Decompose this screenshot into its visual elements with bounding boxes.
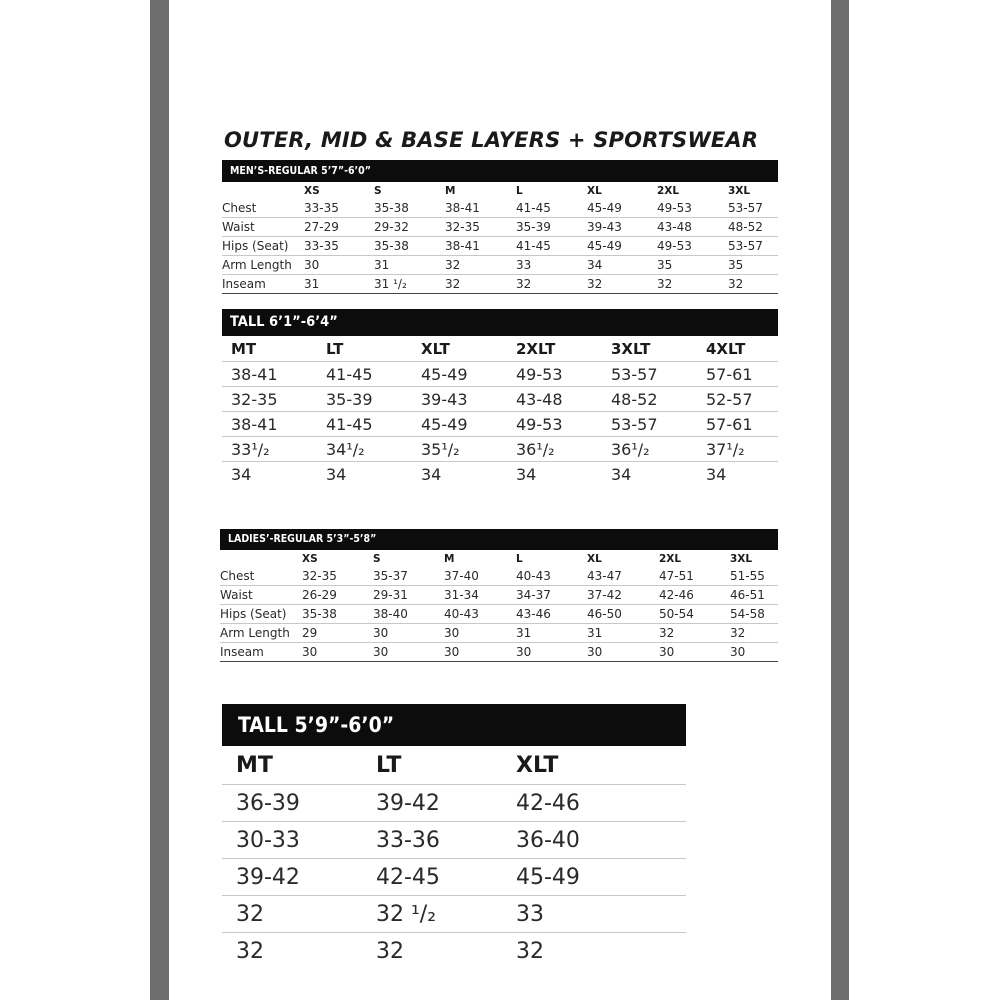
size-cell: 38-41 bbox=[222, 362, 317, 387]
size-cell: 32 bbox=[236, 938, 264, 964]
ladies-regular-size-2xl: 2XL bbox=[659, 552, 682, 565]
size-cell: 35-39 bbox=[516, 218, 587, 237]
size-cell: 29-32 bbox=[374, 218, 445, 237]
size-cell: 39-43 bbox=[587, 218, 657, 237]
measurement-label: Waist bbox=[220, 586, 302, 605]
ladies-regular-size-xl: XL bbox=[587, 552, 602, 565]
size-cell: 32-35 bbox=[222, 387, 317, 412]
size-cell: 32 bbox=[376, 938, 404, 964]
size-cell: 30 bbox=[373, 643, 444, 662]
mens-regular-header-bar: MEN’S-REGULAR 5’7”-6’0” bbox=[222, 160, 778, 182]
measurement-label: Arm Length bbox=[222, 256, 304, 275]
size-cell: 32 bbox=[445, 275, 516, 294]
size-cell: 30 bbox=[444, 624, 516, 643]
size-cell: 35 bbox=[657, 256, 728, 275]
size-cell: 32 bbox=[587, 275, 657, 294]
table-row bbox=[220, 643, 778, 662]
size-cell: 43-46 bbox=[516, 605, 587, 624]
size-cell: 39-42 bbox=[222, 859, 362, 896]
size-cell: 32 bbox=[657, 275, 728, 294]
ladies-regular-size-s: S bbox=[373, 552, 381, 565]
size-cell: 38-41 bbox=[222, 412, 317, 437]
measurement-label: Inseam bbox=[220, 643, 302, 662]
size-cell: 30 bbox=[659, 643, 730, 662]
size-cell: 54-58 bbox=[730, 605, 778, 624]
size-cell: 45-49 bbox=[412, 412, 507, 437]
mens-tall-size-row bbox=[222, 336, 778, 362]
size-cell: 49-53 bbox=[507, 362, 602, 387]
size-cell: 40-43 bbox=[444, 605, 516, 624]
ladies-regular-table bbox=[220, 550, 778, 662]
size-cell: 53-57 bbox=[728, 199, 778, 218]
mens-regular-size-table bbox=[222, 160, 778, 294]
size-cell: 43-47 bbox=[587, 567, 659, 586]
size-cell: 33 bbox=[516, 256, 587, 275]
size-cell: 31 bbox=[516, 624, 587, 643]
ladies-tall-header-bar: TALL 5’9”-6’0” bbox=[222, 704, 686, 746]
ladies-tall-size-table bbox=[222, 704, 686, 969]
size-cell: 31-34 bbox=[444, 586, 516, 605]
size-cell: 30 bbox=[304, 256, 374, 275]
size-cell: 35-38 bbox=[374, 237, 445, 256]
table-row bbox=[220, 567, 778, 586]
size-cell: 38-41 bbox=[445, 199, 516, 218]
size-cell: 34 bbox=[706, 464, 727, 484]
size-cell: 53-57 bbox=[728, 237, 778, 256]
size-cell: 35¹/₂ bbox=[412, 437, 507, 462]
size-cell: 30 bbox=[302, 643, 373, 662]
table-row bbox=[222, 362, 778, 387]
table-row bbox=[222, 199, 778, 218]
mens-tall-size-3xlt: 3XLT bbox=[602, 336, 697, 362]
size-cell: 57-61 bbox=[697, 412, 778, 437]
size-cell: 41-45 bbox=[317, 362, 412, 387]
size-cell: 49-53 bbox=[507, 412, 602, 437]
table-row bbox=[222, 387, 778, 412]
size-cell: 34-37 bbox=[516, 586, 587, 605]
ladies-regular-size-xs: XS bbox=[302, 552, 318, 565]
ladies-tall-size-mt: MT bbox=[222, 746, 362, 785]
size-cell: 32 bbox=[728, 275, 778, 294]
size-cell: 42-46 bbox=[502, 785, 686, 822]
size-cell: 31 ¹/₂ bbox=[374, 275, 445, 294]
size-cell: 39-43 bbox=[412, 387, 507, 412]
mens-tall-size-2xlt: 2XLT bbox=[507, 336, 602, 362]
table-row bbox=[222, 896, 686, 933]
size-cell: 33¹/₂ bbox=[222, 437, 317, 462]
table-row bbox=[222, 256, 778, 275]
size-cell: 34 bbox=[611, 464, 632, 484]
page-title: OUTER, MID & BASE LAYERS + SPORTSWEAR bbox=[224, 128, 759, 152]
size-cell: 30 bbox=[730, 643, 778, 662]
measurement-label: Chest bbox=[222, 199, 304, 218]
size-cell: 46-51 bbox=[730, 586, 778, 605]
size-cell: 37-40 bbox=[444, 567, 516, 586]
size-cell: 29-31 bbox=[373, 586, 444, 605]
size-cell: 34 bbox=[326, 464, 347, 484]
size-cell: 47-51 bbox=[659, 567, 730, 586]
size-cell: 34 bbox=[516, 464, 537, 484]
size-cell: 30 bbox=[516, 643, 587, 662]
ladies-regular-size-table bbox=[220, 529, 778, 662]
ladies-regular-size-l: L bbox=[516, 552, 523, 565]
size-cell: 41-45 bbox=[317, 412, 412, 437]
size-cell: 36¹/₂ bbox=[507, 437, 602, 462]
size-cell: 53-57 bbox=[602, 412, 697, 437]
size-cell: 38-40 bbox=[373, 605, 444, 624]
size-cell: 31 bbox=[374, 256, 445, 275]
size-cell: 35-37 bbox=[373, 567, 444, 586]
table-row bbox=[222, 859, 686, 896]
size-cell: 32 bbox=[445, 256, 516, 275]
mens-regular-size-3xl: 3XL bbox=[728, 184, 751, 197]
table-row bbox=[222, 218, 778, 237]
ladies-regular-header-bar: LADIES’-REGULAR 5’3”-5’8” bbox=[220, 529, 778, 550]
size-cell: 38-41 bbox=[445, 237, 516, 256]
size-cell: 34¹/₂ bbox=[317, 437, 412, 462]
mens-tall-size-xlt: XLT bbox=[412, 336, 507, 362]
size-cell: 30 bbox=[587, 643, 659, 662]
size-cell: 43-48 bbox=[507, 387, 602, 412]
size-cell: 30 bbox=[444, 643, 516, 662]
table-row bbox=[222, 237, 778, 256]
ladies-regular-size-3xl: 3XL bbox=[730, 552, 753, 565]
size-cell: 49-53 bbox=[657, 199, 728, 218]
mens-regular-corner-cell bbox=[222, 182, 304, 199]
size-cell: 30 bbox=[373, 624, 444, 643]
size-cell: 36-40 bbox=[502, 822, 686, 859]
size-cell: 53-57 bbox=[602, 362, 697, 387]
size-cell: 32 bbox=[659, 624, 730, 643]
mens-tall-size-table bbox=[222, 309, 778, 486]
size-cell: 45-49 bbox=[502, 859, 686, 896]
mens-regular-size-xs: XS bbox=[304, 184, 320, 197]
table-row bbox=[222, 933, 686, 970]
size-cell: 33-35 bbox=[304, 199, 374, 218]
ladies-regular-size-m: M bbox=[444, 552, 455, 565]
size-cell: 51-55 bbox=[730, 567, 778, 586]
size-cell: 42-46 bbox=[659, 586, 730, 605]
size-cell: 26-29 bbox=[302, 586, 373, 605]
measurement-label: Hips (Seat) bbox=[222, 237, 304, 256]
size-cell: 34 bbox=[587, 256, 657, 275]
size-cell: 41-45 bbox=[516, 237, 587, 256]
size-cell: 32-35 bbox=[302, 567, 373, 586]
size-cell: 39-42 bbox=[362, 785, 502, 822]
size-cell: 37-42 bbox=[587, 586, 659, 605]
mens-regular-size-m: M bbox=[445, 184, 456, 197]
size-cell: 57-61 bbox=[697, 362, 778, 387]
table-row bbox=[220, 586, 778, 605]
size-cell: 29 bbox=[302, 624, 373, 643]
table-row bbox=[222, 412, 778, 437]
table-row bbox=[222, 785, 686, 822]
table-row bbox=[222, 462, 778, 487]
size-cell: 49-53 bbox=[657, 237, 728, 256]
size-cell: 35-38 bbox=[374, 199, 445, 218]
size-cell: 33 bbox=[502, 896, 686, 933]
size-cell: 36-39 bbox=[222, 785, 362, 822]
measurement-label: Inseam bbox=[222, 275, 304, 294]
ladies-tall-size-lt: LT bbox=[362, 746, 502, 785]
size-cell: 31 bbox=[587, 624, 659, 643]
size-cell: 45-49 bbox=[412, 362, 507, 387]
size-cell: 30-33 bbox=[222, 822, 362, 859]
mens-tall-table bbox=[222, 336, 778, 486]
mens-tall-size-4xlt: 4XLT bbox=[697, 336, 778, 362]
size-cell: 32 ¹/₂ bbox=[362, 896, 502, 933]
measurement-label: Hips (Seat) bbox=[220, 605, 302, 624]
size-cell: 32 bbox=[516, 938, 544, 964]
mens-regular-table bbox=[222, 182, 778, 294]
mens-regular-size-l: L bbox=[516, 184, 523, 197]
ladies-tall-size-xlt: XLT bbox=[502, 746, 686, 785]
size-cell: 34 bbox=[231, 464, 252, 484]
measurement-label: Arm Length bbox=[220, 624, 302, 643]
size-cell: 42-45 bbox=[362, 859, 502, 896]
measurement-label: Waist bbox=[222, 218, 304, 237]
mens-regular-size-xl: XL bbox=[587, 184, 602, 197]
table-row bbox=[222, 275, 778, 294]
size-cell: 37¹/₂ bbox=[697, 437, 778, 462]
table-row bbox=[222, 437, 778, 462]
table-row bbox=[220, 624, 778, 643]
table-row bbox=[220, 605, 778, 624]
ladies-regular-corner-cell bbox=[220, 550, 302, 567]
size-cell: 43-48 bbox=[657, 218, 728, 237]
size-cell: 50-54 bbox=[659, 605, 730, 624]
size-cell: 36¹/₂ bbox=[602, 437, 697, 462]
size-cell: 32 bbox=[516, 275, 587, 294]
mens-regular-size-row bbox=[222, 182, 778, 199]
size-cell: 31 bbox=[304, 275, 374, 294]
size-cell: 27-29 bbox=[304, 218, 374, 237]
size-cell: 35 bbox=[728, 256, 778, 275]
size-cell: 33-36 bbox=[362, 822, 502, 859]
mens-tall-header-bar: TALL 6’1”-6’4” bbox=[222, 309, 778, 336]
size-cell: 35-39 bbox=[317, 387, 412, 412]
mens-tall-size-mt: MT bbox=[222, 336, 317, 362]
size-cell: 41-45 bbox=[516, 199, 587, 218]
size-cell: 40-43 bbox=[516, 567, 587, 586]
size-cell: 33-35 bbox=[304, 237, 374, 256]
size-cell: 32 bbox=[730, 624, 778, 643]
size-cell: 46-50 bbox=[587, 605, 659, 624]
size-cell: 45-49 bbox=[587, 237, 657, 256]
size-cell: 34 bbox=[421, 464, 442, 484]
size-cell: 48-52 bbox=[728, 218, 778, 237]
measurement-label: Chest bbox=[220, 567, 302, 586]
ladies-tall-table bbox=[222, 746, 686, 969]
size-cell: 48-52 bbox=[602, 387, 697, 412]
mens-regular-size-2xl: 2XL bbox=[657, 184, 680, 197]
size-cell: 35-38 bbox=[302, 605, 373, 624]
ladies-tall-size-row bbox=[222, 746, 686, 785]
mens-regular-size-s: S bbox=[374, 184, 382, 197]
size-cell: 32-35 bbox=[445, 218, 516, 237]
size-cell: 45-49 bbox=[587, 199, 657, 218]
table-row bbox=[222, 822, 686, 859]
size-cell: 32 bbox=[222, 896, 362, 933]
ladies-regular-size-row bbox=[220, 550, 778, 567]
mens-tall-size-lt: LT bbox=[317, 336, 412, 362]
size-cell: 52-57 bbox=[697, 387, 778, 412]
